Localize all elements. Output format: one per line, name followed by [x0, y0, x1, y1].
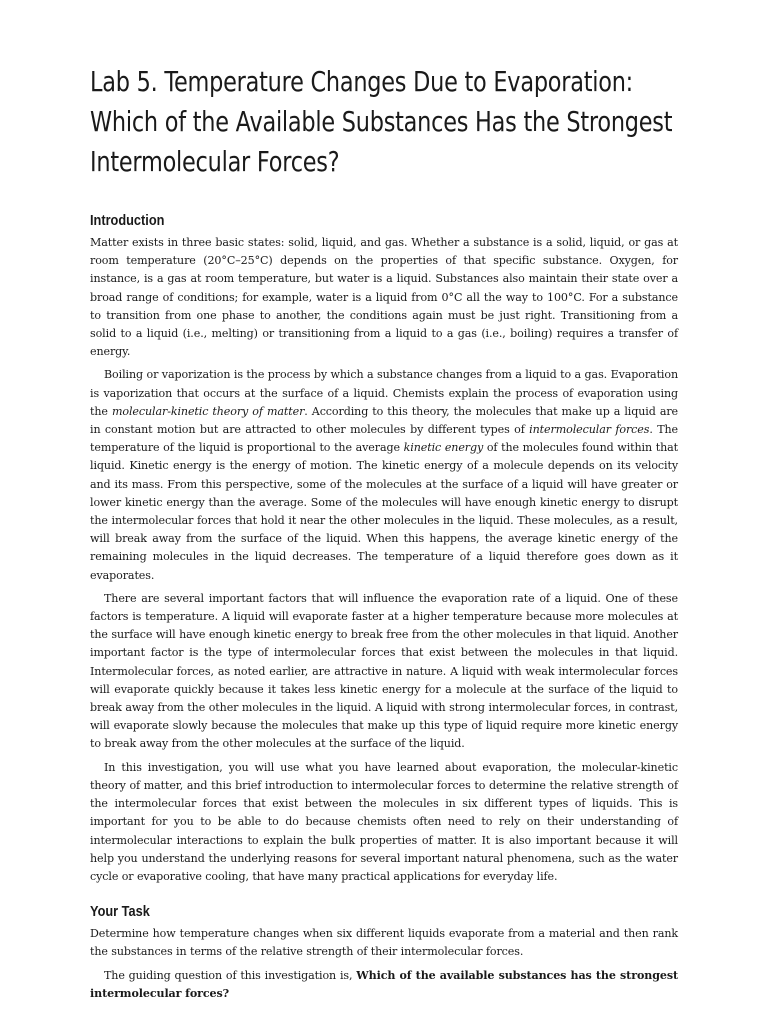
guiding-question-lead: The guiding question of this investigation is,: [104, 968, 357, 982]
intro-paragraph-2: [90, 366, 678, 584]
term-intermolecular-forces: intermolecular forces: [529, 423, 650, 437]
term-kinetic-energy: kinetic energy: [403, 441, 484, 455]
intro-paragraph-1: Matter exists in three basic states: solid, liquid, and gas. Whether a substance is a solid, liquid, or gas at room temperature (20°C–25°C) depends on the properties of that specific substance. Oxygen, for instance, is a gas at room temperature, but water is a liquid. Substances also maintain their state over a broad range of conditions; for example, water is a liquid from 0°C all the way to 100°C. For a substance to transition from one phase to another, the conditions again must be just right. Transitioning from a solid to a liquid (i.e., melting) or transitioning from a liquid to a gas (i.e., boiling) requires a transfer of energy.: [90, 236, 678, 359]
intro-paragraph-3: There are several important factors that will influence the evaporation rate of a liquid. One of these factors is temperature. A liquid will evaporate faster at a higher temperature because more molecules at the surface will have enough kinetic energy to break free from the other molecules in that liquid. Another important factor is the type of intermolecular forces that exist between the molecules in that liquid. Intermolecular forces, as noted earlier, are attractive in nature. A liquid with weak intermolecular forces will evaporate quickly because it takes less kinetic energy for a molecule at the surface of the liquid to break away from the other molecules in the liquid. A liquid with strong intermolecular forces, in contrast, will evaporate slowly because the molecules that make up this type of liquid require more kinetic energy to break away from the other molecules at the surface of the liquid.: [90, 591, 678, 751]
your-task-heading: Your Task: [90, 904, 150, 921]
task-paragraph-1: Determine how temperature changes when six different liquids evaporate from a material and then rank the substances in terms of the relative strength of their intermolecular forces.: [90, 927, 678, 959]
intro-p2-text-d: of the molecules found within that liquid. Kinetic energy is the energy of motion. The kinetic energy of a molecule depends on its velocity and its mass. From this perspective, some of the molecules at the surface of a liquid will have greater or lower kinetic energy than the average. Some of the molecules will have enough kinetic energy to disrupt the intermolecular forces that hold it near the other molecules in the liquid. These molecules, as a result, will break away from the surface of the liquid. When this happens, the average kinetic energy of the remaining molecules in the liquid decreases. The temperature of a liquid therefore goes down as it evaporates.: [90, 441, 678, 582]
lab-title: Lab 5. Temperature Changes Due to Evaporation: Which of the Available Substances Has the Strongest Intermolecular Forces?: [90, 65, 673, 178]
introduction-heading: Introduction: [90, 213, 165, 229]
task-paragraph-2: [90, 967, 678, 1003]
guiding-question: Which of the available substances has the strongest intermolecular forces?: [90, 968, 678, 1000]
intro-p2-text-a: Boiling or vaporization is the process by which a substance changes from a liquid to a gas. Evaporation is vaporization that occurs at the surface of a liquid. Chemists explain the process of evaporation using the: [90, 368, 678, 418]
intro-paragraph-4: In this investigation, you will use what you have learned about evaporation, the molecular-kinetic theory of matter, and this brief introduction to intermolecular forces to determine the relative strength of the intermolecular forces that exist between the molecules in six different types of liquids. This is important for you to be able to do because chemists often need to rely on their understanding of intermolecular interactions to explain the bulk properties of matter. It is also important because it will help you understand the underlying reasons for several important natural phenomena, such as the water cycle or evaporative cooling, that have many practical applications for everyday life.: [90, 760, 678, 883]
intro-p2-text-c: . The temperature of the liquid is proportional to the average: [90, 423, 678, 455]
intro-p2-text-b: . According to this theory, the molecules that make up a liquid are in constant motion but are attracted to other molecules by different types of: [90, 404, 679, 437]
term-molecular-kinetic-theory: molecular-kinetic theory of matter: [111, 404, 305, 418]
